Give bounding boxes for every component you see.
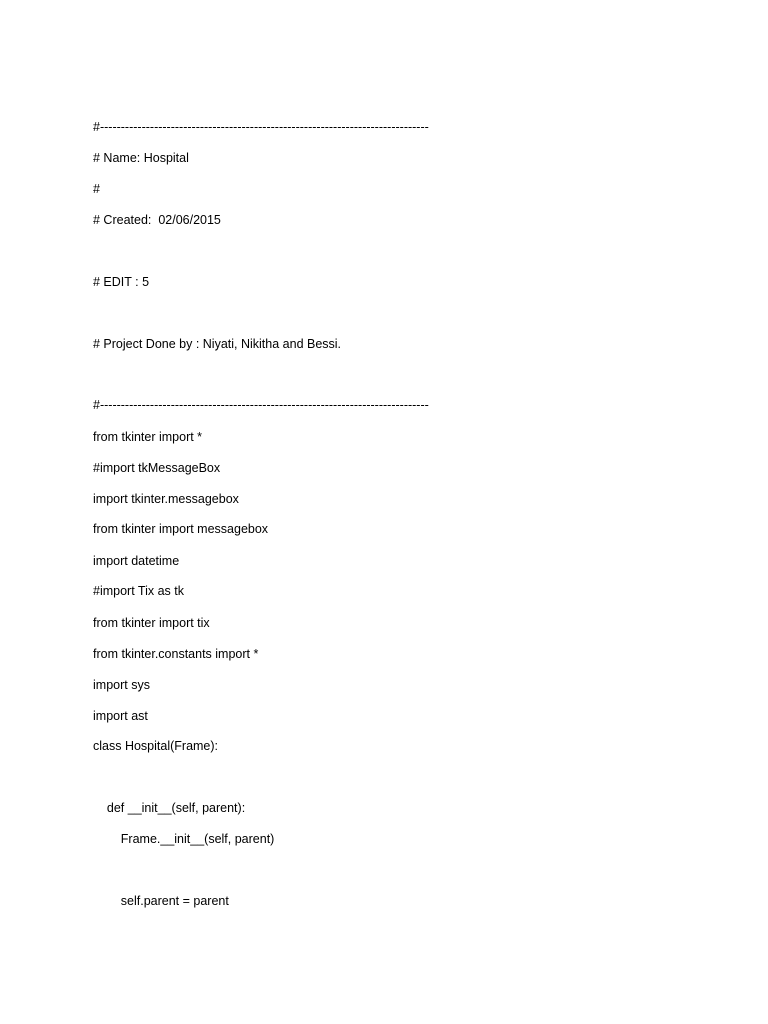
code-line: import sys	[93, 678, 150, 692]
code-line: from tkinter import tix	[93, 616, 210, 630]
header-rule-bottom: #-------------------------------------------------------------------------------	[93, 398, 429, 412]
comment-blank: #	[93, 182, 100, 196]
code-line: import datetime	[93, 554, 180, 568]
code-line: self.parent = parent	[93, 894, 229, 908]
code-line: #import tkMessageBox	[93, 461, 221, 475]
comment-edit: # EDIT : 5	[93, 275, 150, 289]
code-line: from tkinter import *	[93, 430, 203, 444]
code-line: #import Tix as tk	[93, 584, 184, 598]
code-line: import ast	[93, 709, 148, 723]
header-rule-top: #-------------------------------------------------------------------------------	[93, 120, 429, 134]
comment-created: # Created: 02/06/2015	[93, 213, 221, 227]
comment-name: # Name: Hospital	[93, 151, 189, 165]
code-line: from tkinter.constants import *	[93, 647, 259, 661]
comment-project: # Project Done by : Niyati, Nikitha and Bessi.	[93, 337, 342, 351]
code-line: def __init__(self, parent):	[93, 801, 246, 815]
code-line: Frame.__init__(self, parent)	[93, 832, 275, 846]
code-line: from tkinter import messagebox	[93, 522, 269, 536]
code-line: import tkinter.messagebox	[93, 492, 239, 506]
code-line: class Hospital(Frame):	[93, 739, 219, 753]
